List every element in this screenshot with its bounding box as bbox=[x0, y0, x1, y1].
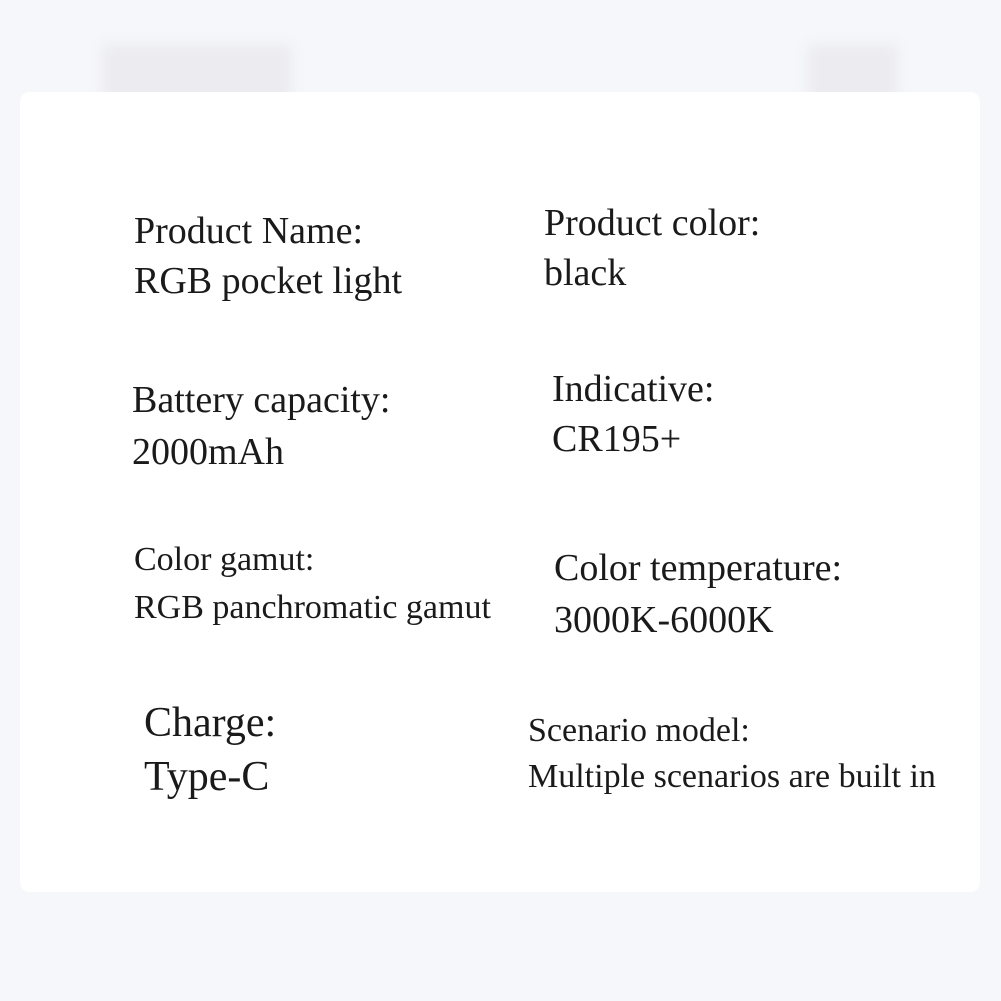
spec-label: Scenario model: bbox=[528, 712, 750, 749]
spec-label: Battery capacity: bbox=[132, 379, 391, 421]
spec-value: Multiple scenarios are built in bbox=[528, 758, 936, 795]
spec-label: Charge: bbox=[144, 700, 277, 746]
spec-label: Indicative: bbox=[552, 368, 715, 410]
spec-battery-capacity bbox=[132, 374, 391, 478]
spec-card bbox=[20, 92, 980, 892]
spec-value: RGB panchromatic gamut bbox=[134, 589, 491, 626]
spec-label: Product color: bbox=[544, 202, 761, 244]
spec-value: 2000mAh bbox=[132, 431, 284, 473]
spec-label: Product Name: bbox=[134, 210, 364, 252]
spec-indicative bbox=[552, 364, 714, 464]
spec-label: Color temperature: bbox=[554, 547, 843, 589]
spec-product-color bbox=[544, 198, 760, 298]
spec-charge bbox=[144, 696, 276, 804]
spec-value: CR195+ bbox=[552, 418, 682, 460]
spec-value: black bbox=[544, 252, 627, 294]
spec-value: 3000K-6000K bbox=[554, 599, 774, 641]
spec-color-temperature bbox=[554, 542, 842, 646]
spec-label: Color gamut: bbox=[134, 541, 315, 578]
spec-scenario-model bbox=[528, 708, 936, 800]
spec-color-gamut bbox=[134, 536, 491, 632]
spec-value: Type-C bbox=[144, 754, 270, 800]
spec-product-name bbox=[134, 206, 402, 306]
spec-value: RGB pocket light bbox=[134, 260, 403, 302]
